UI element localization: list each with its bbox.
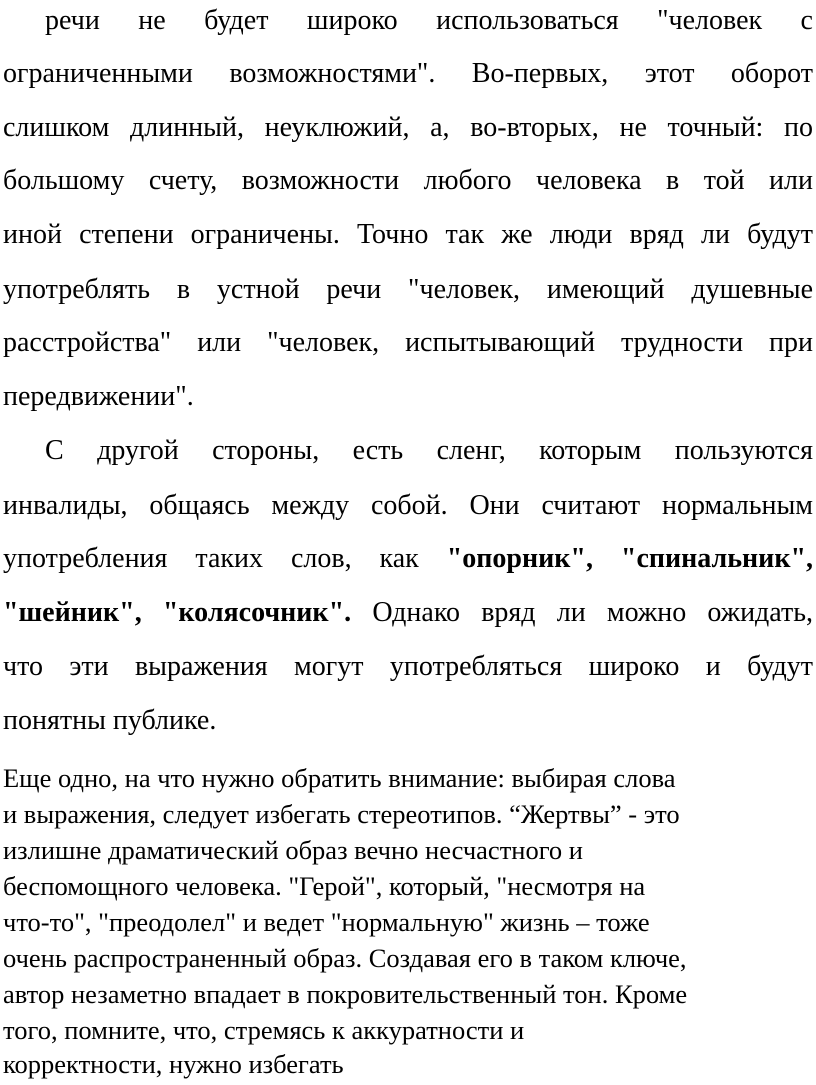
paragraph-line: С другой стороны, есть сленг, которым пользуются (45, 435, 813, 466)
paragraph-line: излишне драматический образ вечно несчастного и (3, 835, 583, 865)
paragraph-line: корректности, нужно избегать (3, 1049, 344, 1079)
paragraph-line: автор незаметно впадает в покровительственный тон. Кроме (3, 979, 688, 1009)
paragraph-line: передвижении". (3, 381, 194, 412)
paragraph-line: беспомощного человека. "Герой", который, "несмотря на (3, 871, 646, 901)
paragraph-line: что эти выражения могут употребляться широко и будут (3, 651, 813, 682)
paragraph-line: того, помните, что, стремясь к аккуратности и (3, 1015, 525, 1045)
slang-terms-bold: "опорник", "спинальник", (446, 543, 813, 574)
paragraph-line: очень распространенный образ. Создавая его в таком ключе, (3, 943, 687, 973)
paragraph-text: Однако вряд ли можно ожидать, (351, 597, 814, 628)
paragraph-line: речи не будет широко использоваться "человек с (45, 5, 813, 36)
paragraph-line: что-то", "преодолел" и ведет "нормальную" жизнь – тоже (3, 907, 650, 937)
paragraph-line: ограниченными возможностями". Во-первых, этот оборот (3, 58, 813, 89)
paragraph-text: употребления таких слов, как (3, 543, 447, 574)
paragraph-line: иной степени ограничены. Точно так же люди вряд ли будут (3, 219, 813, 250)
paragraph-line: слишком длинный, неуклюжий, а, во-вторых, не точный: по (3, 112, 813, 143)
slang-terms-bold: "шейник", "колясочник". (3, 597, 352, 628)
paragraph-line: большому счету, возможности любого человека в той или (3, 165, 813, 196)
paragraph-line: расстройства" или "человек, испытывающий трудности при (3, 327, 813, 358)
paragraph-line: Еще одно, на что нужно обратить внимание: выбирая слова (3, 763, 676, 793)
paragraph-line: и выражения, следует избегать стереотипов. “Жертвы” - это (3, 799, 680, 829)
paragraph-line: инвалиды, общаясь между собой. Они считают нормальным (3, 490, 813, 521)
paragraph-line (3, 542, 813, 576)
paragraph-line (3, 596, 813, 630)
paragraph-line: употреблять в устной речи "человек, имеющий душевные (3, 274, 813, 305)
paragraph-line: понятны публике. (3, 705, 217, 736)
